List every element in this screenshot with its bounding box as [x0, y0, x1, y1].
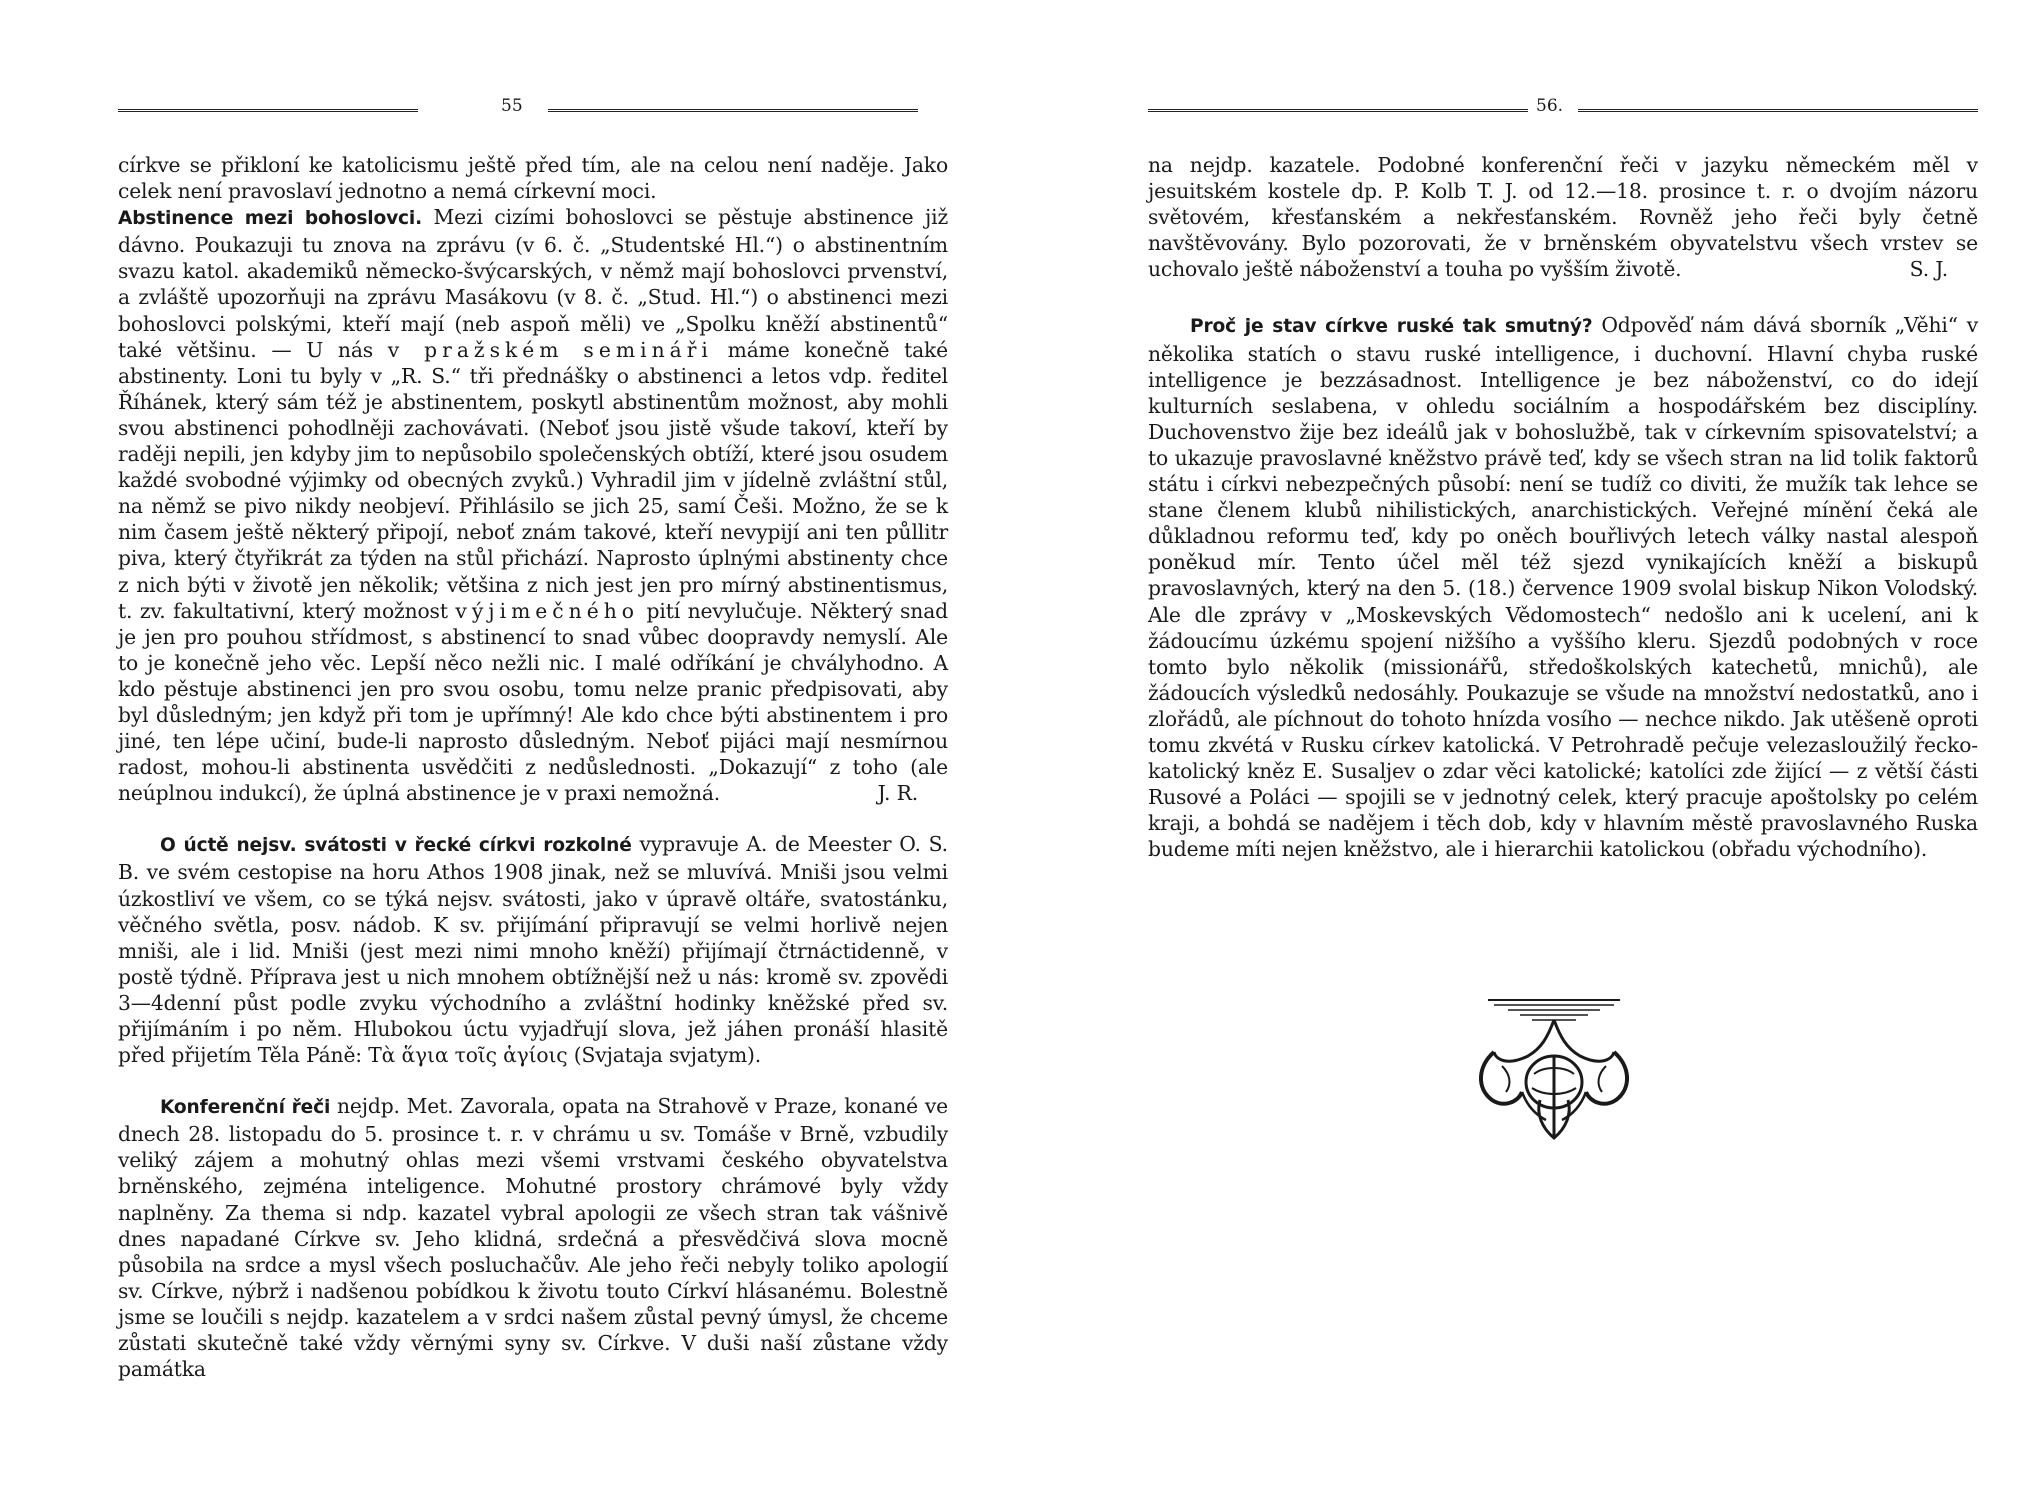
article-heading: Konferenční řeči: [160, 1097, 331, 1119]
left-page-header: [118, 96, 948, 126]
header-rule: [1578, 109, 1978, 112]
right-page-number: 56.: [1536, 96, 1564, 116]
art-nouveau-vignette-icon: [1458, 996, 1650, 1146]
left-page: [118, 0, 948, 1382]
author-signature: S. J.: [1909, 257, 1948, 282]
right-page: [1148, 0, 1978, 862]
left-page-content: [118, 152, 948, 1382]
left-page-number: 55: [501, 96, 523, 116]
article-conference: Konferenční řeči nejdp. Met. Zavorala, opata na Strahově v Praze, konané ve dnech 28. listopadu do 5. prosince t. r. v chrámu u sv. Tomáše v Brně, vzbudily veliký zájem a mohutný ohlas mezi všemi vrstvami českého obyvatelstva brněnského, zejména inteligence. Mohutné prostory chrámové byly vždy naplněny. Za thema si ndp. kazatel vybral apologii ze všech stran tak vášnivě dnes napadané Církve sv. Jeho klidná, srdečná a přesvědčivá slova mocně působila na srdce a mysl všech posluchačův. Ale jeho řeči nebyly toliko apologií sv. Církve, nýbrž i nadšenou pobídkou k životu touto Církví hlásanému. Bolestně jsme se loučili s nejdp. kazatelem a v srdci našem zůstal pevný úmysl, že chceme zůstati skutečně také vždy věrnými syny sv. Církve. V duši naší zůstane vždy památka: [118, 1094, 948, 1382]
paragraph-continuation: církve se přikloní ke katolicismu ještě před tím, ale na celou není naděje. Jako celek není pravoslaví jednotno a nemá církevní moci.: [118, 153, 948, 204]
header-rule: [118, 109, 418, 112]
article-russian-church: Proč je stav církve ruské tak smutný? Odpověď nám dává sborník „Věhi“ v několika statích o stavu ruské intelligence, i duchovní. Hlavní chyba ruské intelligence je bezzásadnost. Intelligence je bez náboženství, co do idejí kulturních seslabena, v ohledu sociálním a hospodářském bez disciplíny. Duchovenstvo žije bez ideálů jak v bohoslužbě, tak v církevním spisovatelství; a to ukazuje pravoslavné kněžstvo právě teď, kdy se všech stran na lid tolik faktorů státu i církvi nebezpečných působí: není se tudíž co diviti, že mužík tak lehce se stane členem klubů nihilistických, anarchistických. Veřejné mínění čeká ale důkladnou reformu teď, kdy po oněch bouřlivých letech války nastal alespoň poněkud mír. Tento účel měl též sjezd vynikajících kněží a biskupů pravoslavných, který na den 5. (18.) července 1909 svolal biskup Nikon Volodský. Ale dle zprávy v „Moskevských Vědomostech“ nedošlo ani k ucelení, ani k žádoucímu úzkému spojení nižšího a vyššího kleru. Sjezdů podobných v roce tomto bylo několik (missionářů, středoškolských katechetů, mnichů), ale žádoucích výsledků nedosáhly. Poukazuje se všude na množství nedostatků, ano i zlořádů, ale píchnout do tohoto hnízda vosího — nechce nikdo. Jak utěšeně oproti tomu zkvétá v Rusku církev katolická. V Petrohradě pečuje velezasloužilý řecko-katolický kněz E. Susaljev o zdar věci katolické; katolíci zde žijící — z větší části Rusové a Poláci — spojili se v jednotný celek, který pracuje apoštolsky po celém kraji, a bohdá se nadějem i těch dob, kdy v hlavním městě pravoslavného Ruska budeme míti nejen kněžstvo, ale i hierarchii katolickou (obřadu východního).: [1148, 313, 1978, 862]
right-page-content: [1148, 152, 1978, 862]
article-heading: Abstinence mezi bohoslovci.: [118, 208, 423, 230]
header-rule: [548, 109, 918, 112]
article-abstinence: Abstinence mezi bohoslovci. Mezi cizími bohoslovci se pěstuje abstinence již dávno. Poukazuji tu znova na zprávu (v 6. č. „Studentské Hl.“) o abstinentním svazu katol. akademiků německo-švýcarských, v němž mají bohoslovci prvenství, a zvláště upozorňuji na zprávu Masákovu (v 8. č. „Stud. Hl.“) o abstinenci mezi bohoslovci polskými, kteří mají (neb aspoň měli) ve „Spolku kněží abstinentů“ také většinu. — U nás v pražském semináři máme konečně také abstinenty. Loni tu byly v „R. S.“ tři přednášky o abstinenci a letos vdp. ředitel Říhánek, který sám též je abstinentem, poskytl abstinentům možnost, aby mohli svou abstinenci pohodlněji zachovávati. (Neboť jsou jistě všude takoví, kteří by raději nepili, jen kdyby jim to nepůsobilo společenských obtíží, které jsou osudem každé svobodné výjimky od obecných zvyků.) Vyhradil jim v jídelně zvláštní stůl, na němž se pivo nikdy neobjeví. Přihlásilo se jich 25, samí Češi. Možno, že se k nim časem ještě některý připojí, neboť znám takové, kteří nevypijí ani ten půllitr piva, který čtyřikrát za týden na stůl přichází. Naprosto úplnými abstinenty chce z nich býti v životě jen několik; většina z nich jest jen pro mírný abstinentismus, t. zv. fakultativní, který možnost výjimečného pití nevylučuje. Některý snad je jen pro pouhou střídmost, s abstinencí to snad vůbec doopravdy nemyslí. Ale to je konečně jeho věc. Lepší něco nežli nic. I malé odříkání je chvályhodno. A kdo pěstuje abstinenci jen pro svou osobu, tomu nelze pranic předpisovati, aby byl důsledným; jen když při tom je upřímný! Ale kdo chce býti abstinentem i pro jiné, ten lépe učiní, bude-li naprosto důsledným. Neboť pijáci mají nesmírnou radost, mohou-li abstinenta usvědčiti z nedůslednosti. „Dokazují“ z toho (ale neúplnou indukcí), že úplná abstinence je v praxi nemožná. J. R.: [118, 205, 949, 806]
article-heading: Proč je stav církve ruské tak smutný?: [1190, 316, 1593, 338]
right-page-header: [1148, 96, 1978, 126]
spaced-emphasis: výjimečného: [455, 598, 639, 623]
article-heading: O úctě nejsv. svátosti v řecké církvi rozkolné: [160, 835, 632, 857]
paragraph-continuation: na nejdp. kazatele. Podobné konferenční řeči v jazyku německém měl v jesuitském kostele dp. P. Kolb T. J. od 12.—18. prosince t. r. o dvojím názoru světovém, křesťanském a nekřesťanském. Rovněž jeho řeči byly četně navštěvovány. Bylo pozorovati, že v brněnském obyvatelstvu všech vrstev se uchovalo ještě náboženství a touha po vyšším životě. S. J.: [1148, 153, 1978, 282]
article-eucharist: O úctě nejsv. svátosti v řecké církvi rozkolné vypravuje A. de Meester O. S. B. ve svém cestopise na horu Athos 1908 jinak, než se mluvívá. Mniši jsou velmi úzkostliví ve všem, co se týká nejsv. svátosti, jako v úpravě oltáře, svatostánku, věčného světla, posv. nádob. K sv. přijímání připravují se velmi horlivě nejen mniši, ale i lid. Mniši (jest mezi nimi mnoho kněží) přijímají čtrnáctidenně, v postě týdně. Příprava jest u nich mnohem obtížnější než u nás: kromě sv. zpovědi 3—4denní půst podle zvyku východního a zvláštní hodinky kněžské před sv. přijímáním i po něm. Hlubokou úctu vyjadřují slova, jež jáhen pronáší hlasitě před přijetím Těla Páně: Τὰ ἅγια τοῖς ἁγίοις (Svjataja svjatym).: [118, 832, 948, 1068]
author-signature: J. R.: [877, 781, 918, 806]
header-rule: [1148, 109, 1528, 112]
spaced-emphasis: v pražském semináři: [387, 337, 713, 362]
